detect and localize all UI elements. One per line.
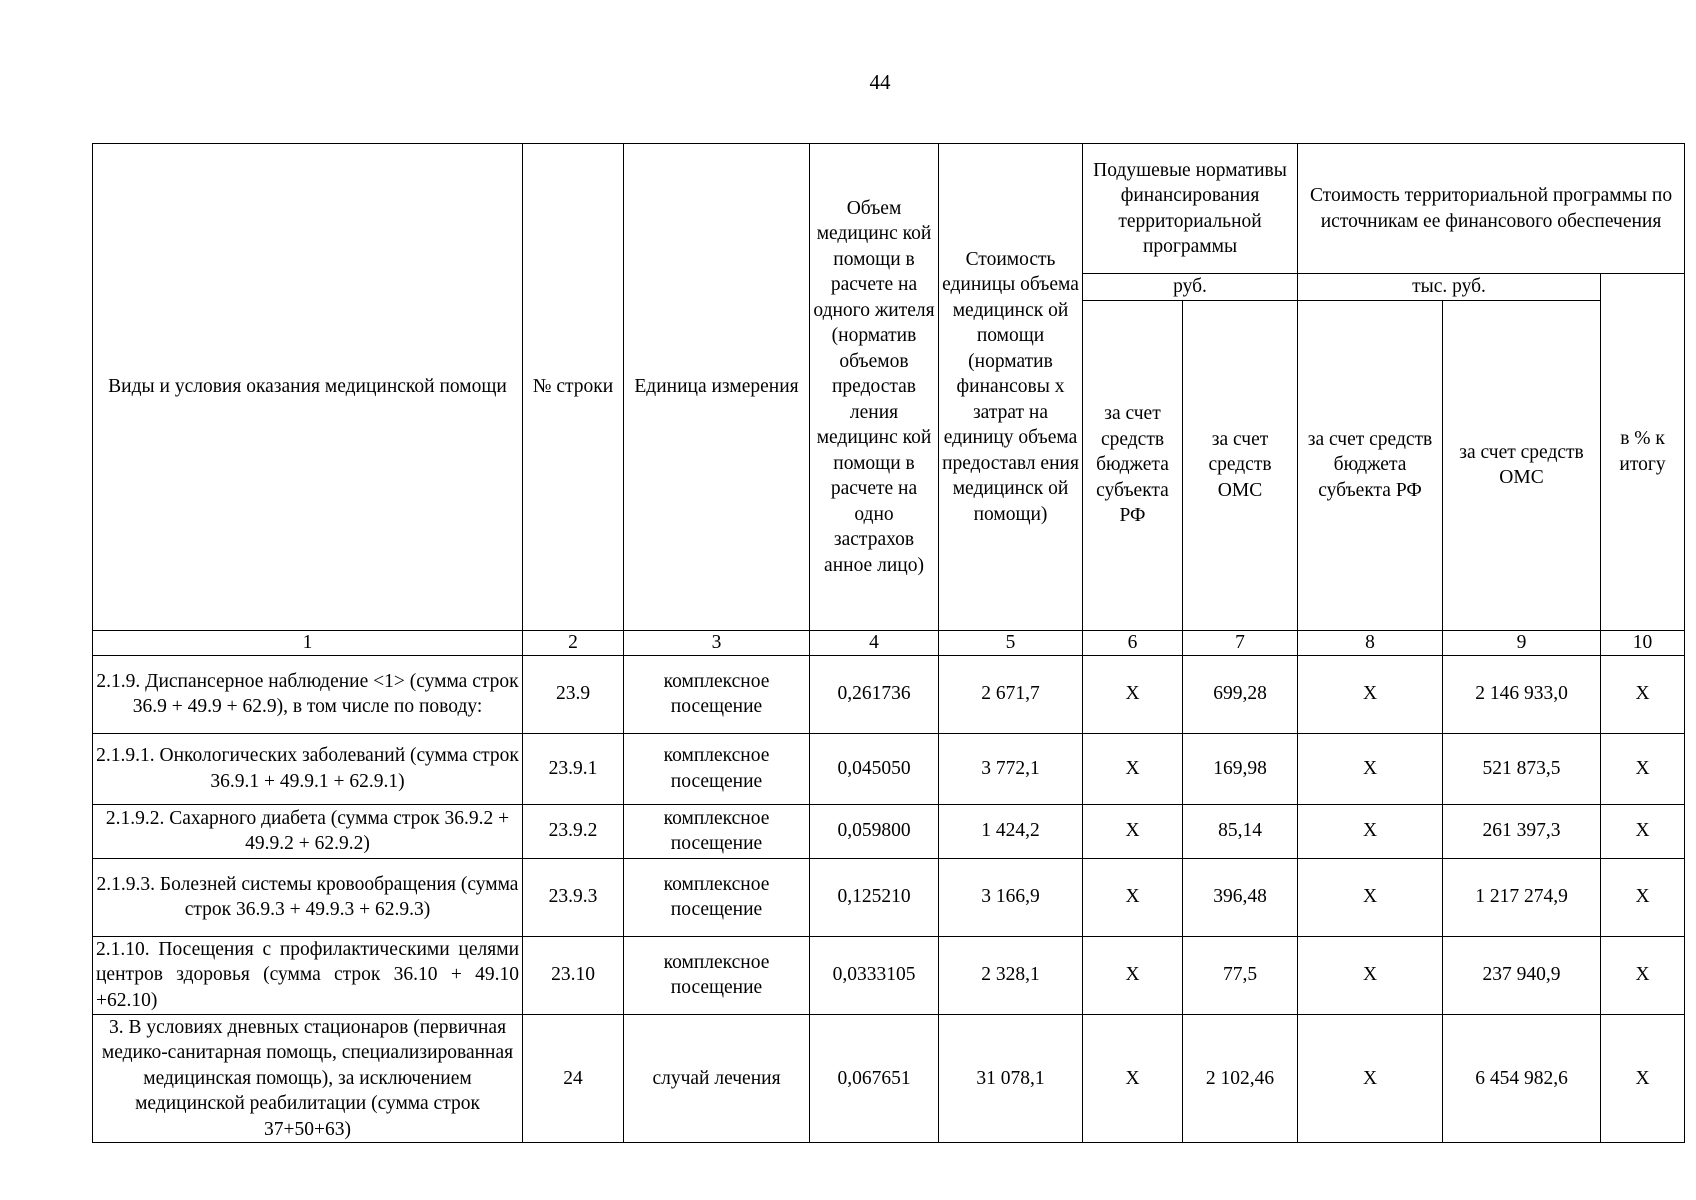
header-percent-total: в % к итогу	[1601, 274, 1685, 631]
table-row	[93, 655, 1685, 733]
table-row	[93, 936, 1685, 1014]
column-number: 9	[1443, 630, 1601, 655]
row-budget-thous: X	[1298, 936, 1443, 1014]
column-number: 2	[523, 630, 624, 655]
row-unit-cost: 3 772,1	[939, 733, 1083, 804]
row-oms-thous: 6 454 982,6	[1443, 1014, 1601, 1143]
row-percent: X	[1601, 655, 1685, 733]
header-per-capita-group: Подушевые нормативы финансирования территориальной программы	[1083, 144, 1298, 274]
row-oms-thous: 237 940,9	[1443, 936, 1601, 1014]
row-name: 2.1.9.3. Болезней системы кровообращения (сумма строк 36.9.3 + 49.9.3 + 62.9.3)	[93, 858, 523, 936]
row-unit: комплексное посещение	[624, 858, 810, 936]
row-unit-cost: 1 424,2	[939, 804, 1083, 858]
row-volume: 0,045050	[810, 733, 939, 804]
row-oms-rub: 169,98	[1183, 733, 1298, 804]
header-program-cost-group: Стоимость территориальной программы по источникам ее финансового обеспечения	[1298, 144, 1685, 274]
column-number: 4	[810, 630, 939, 655]
row-budget-rub: X	[1083, 936, 1183, 1014]
row-budget-thous: X	[1298, 858, 1443, 936]
row-line-number: 23.9.2	[523, 804, 624, 858]
row-oms-thous: 521 873,5	[1443, 733, 1601, 804]
header-types-conditions: Виды и условия оказания медицинской помощи	[93, 144, 523, 631]
row-line-number: 23.9	[523, 655, 624, 733]
row-volume: 0,261736	[810, 655, 939, 733]
row-unit: комплексное посещение	[624, 804, 810, 858]
row-name: 2.1.9.1. Онкологических заболеваний (сумма строк 36.9.1 + 49.9.1 + 62.9.1)	[93, 733, 523, 804]
row-unit-cost: 2 328,1	[939, 936, 1083, 1014]
row-oms-thous: 1 217 274,9	[1443, 858, 1601, 936]
column-number: 5	[939, 630, 1083, 655]
row-volume: 0,059800	[810, 804, 939, 858]
column-number: 1	[93, 630, 523, 655]
header-unit-rub: руб.	[1083, 274, 1298, 301]
row-unit-cost: 31 078,1	[939, 1014, 1083, 1143]
row-budget-thous: X	[1298, 733, 1443, 804]
column-number: 7	[1183, 630, 1298, 655]
table-row	[93, 858, 1685, 936]
row-name: 2.1.9. Диспансерное наблюдение <1> (сумма строк 36.9 + 49.9 + 62.9), в том числе по поводу:	[93, 655, 523, 733]
row-volume: 0,125210	[810, 858, 939, 936]
row-unit: комплексное посещение	[624, 733, 810, 804]
row-budget-rub: X	[1083, 655, 1183, 733]
row-budget-thous: X	[1298, 655, 1443, 733]
row-oms-rub: 77,5	[1183, 936, 1298, 1014]
row-line-number: 24	[523, 1014, 624, 1143]
row-name: 3. В условиях дневных стационаров (первичная медико-санитарная помощь, специализированная медицинская помощь), за исключением медицинской реабилитации (сумма строк 37+50+63)	[93, 1014, 523, 1143]
column-number: 3	[624, 630, 810, 655]
header-budget-rub: за счет средств бюджета субъекта РФ	[1083, 300, 1183, 630]
row-percent: X	[1601, 1014, 1685, 1143]
financing-table	[92, 143, 1685, 1143]
row-line-number: 23.9.3	[523, 858, 624, 936]
row-oms-thous: 261 397,3	[1443, 804, 1601, 858]
header-unit-cost: Стоимость единицы объема медицинск ой помощи (норматив финансовы х затрат на единицу объема предоставл ения медицинск ой помощи)	[939, 144, 1083, 631]
row-line-number: 23.9.1	[523, 733, 624, 804]
page-number: 44	[869, 70, 891, 94]
row-line-number: 23.10	[523, 936, 624, 1014]
row-name: 2.1.9.2. Сахарного диабета (сумма строк 36.9.2 + 49.9.2 + 62.9.2)	[93, 804, 523, 858]
row-unit-cost: 3 166,9	[939, 858, 1083, 936]
row-unit: случай лечения	[624, 1014, 810, 1143]
header-budget-thous: за счет средств бюджета субъекта РФ	[1298, 300, 1443, 630]
table-row	[93, 804, 1685, 858]
header-line-number: № строки	[523, 144, 624, 631]
header-unit-thous-rub: тыс. руб.	[1298, 274, 1601, 301]
column-number: 8	[1298, 630, 1443, 655]
row-budget-thous: X	[1298, 804, 1443, 858]
table-row	[93, 1014, 1685, 1143]
row-percent: X	[1601, 936, 1685, 1014]
row-budget-rub: X	[1083, 804, 1183, 858]
row-unit: комплексное посещение	[624, 655, 810, 733]
header-volume: Объем медицинс кой помощи в расчете на одного жителя (норматив объемов предостав ления медицинс кой помощи в расчете на одно застрахов анное лицо)	[810, 144, 939, 631]
column-number: 6	[1083, 630, 1183, 655]
row-percent: X	[1601, 733, 1685, 804]
table-row	[93, 733, 1685, 804]
row-budget-rub: X	[1083, 1014, 1183, 1143]
row-unit-cost: 2 671,7	[939, 655, 1083, 733]
row-unit: комплексное посещение	[624, 936, 810, 1014]
row-volume: 0,0333105	[810, 936, 939, 1014]
row-oms-rub: 699,28	[1183, 655, 1298, 733]
row-budget-rub: X	[1083, 858, 1183, 936]
row-oms-thous: 2 146 933,0	[1443, 655, 1601, 733]
row-budget-thous: X	[1298, 1014, 1443, 1143]
row-oms-rub: 85,14	[1183, 804, 1298, 858]
header-unit: Единица измерения	[624, 144, 810, 631]
column-number: 10	[1601, 630, 1685, 655]
row-name: 2.1.10. Посещения с профилактическими целями центров здоровья (сумма строк 36.10 + 49.10 +62.10)	[93, 936, 523, 1014]
row-oms-rub: 396,48	[1183, 858, 1298, 936]
row-volume: 0,067651	[810, 1014, 939, 1143]
row-percent: X	[1601, 804, 1685, 858]
row-percent: X	[1601, 858, 1685, 936]
header-oms-rub: за счет средств ОМС	[1183, 300, 1298, 630]
row-budget-rub: X	[1083, 733, 1183, 804]
row-oms-rub: 2 102,46	[1183, 1014, 1298, 1143]
header-oms-thous: за счет средств ОМС	[1443, 300, 1601, 630]
